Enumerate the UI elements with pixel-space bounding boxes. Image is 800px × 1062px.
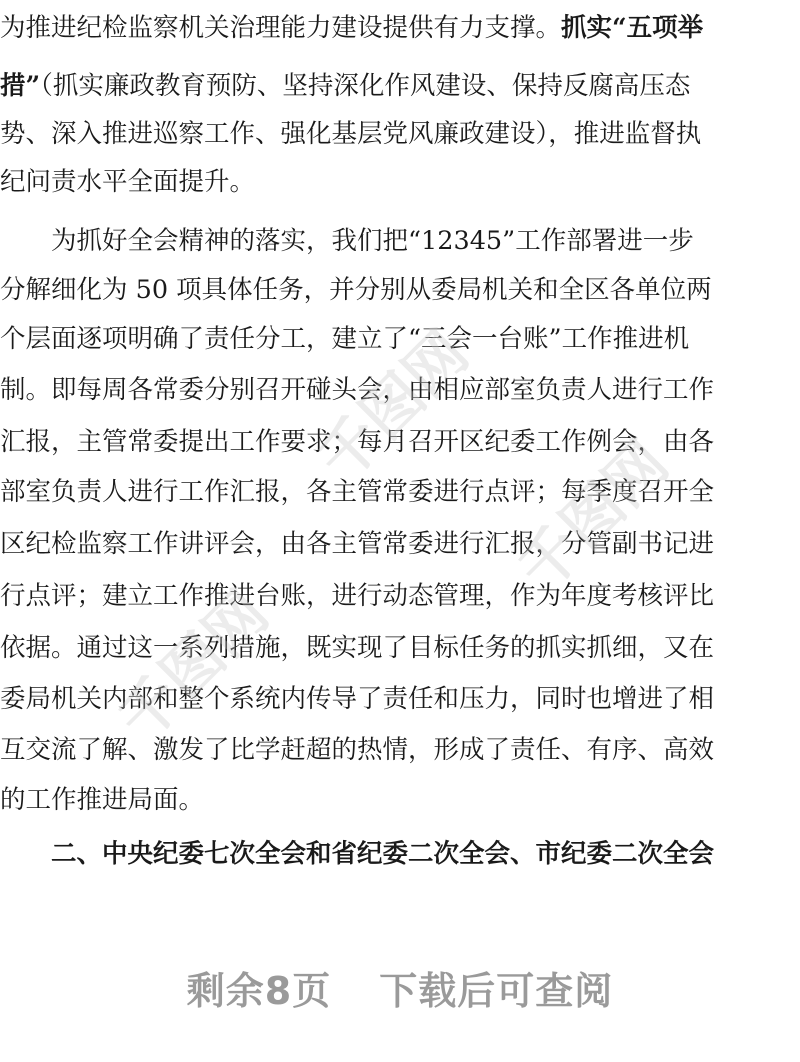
text-line: 汇报，主管常委提出工作要求；每月召开区纪委工作例会，由各 [0, 427, 715, 457]
text-line: 区纪检监察工作讲评会，由各主管常委进行汇报，分管副书记进 [0, 529, 715, 559]
text-line: 部室负责人进行工作汇报，各主管常委进行点评；每季度召开全 [0, 477, 715, 507]
download-hint-label: 下载后可查阅 [379, 968, 614, 1013]
download-banner[interactable] [0, 952, 800, 1022]
text-line: 措”（抓实廉政教育预防、坚持深化作风建设、保持反腐高压态 [0, 71, 691, 101]
text-line: 为推进纪检监察机关治理能力建设提供有力支撑。抓实“五项举 [0, 13, 704, 43]
text-line: 个层面逐项明确了责任分工，建立了“三会一台账”工作推进机 [0, 324, 690, 354]
text-line: 制。即每周各常委分别召开碰头会，由相应部室负责人进行工作 [0, 375, 715, 405]
text-line: 行点评；建立工作推进台账，进行动态管理，作为年度考核评比 [0, 581, 715, 611]
text-line: 依据。通过这一系列措施，既实现了目标任务的抓实抓细，又在 [0, 633, 715, 663]
text-line: 势、深入推进巡察工作、强化基层党风廉政建设），推进监督执 [0, 119, 702, 149]
text-line: 的工作推进局面。 [0, 785, 205, 815]
watermark-logo: 千图网 [505, 428, 682, 605]
watermark-logo: 千图网 [105, 578, 282, 755]
text-line: 委局机关内部和整个系统内传导了责任和压力，同时也增进了相 [0, 684, 715, 714]
text-line: 为抓好全会精神的落实，我们把“12345”工作部署进一步 [0, 226, 694, 256]
text-line: 纪问责水平全面提升。 [0, 167, 256, 197]
section-heading: 二、中央纪委七次全会和省纪委二次全会、市纪委二次全会 [0, 839, 715, 869]
watermark-logo: 千图网 [305, 318, 482, 495]
text-line: 互交流了解、激发了比学赶超的热情，形成了责任、有序、高效 [0, 735, 715, 765]
text-line: 分解细化为 50 项具体任务，并分别从委局机关和全区各单位两 [0, 275, 712, 305]
remaining-pages-label: 剩余8页 [186, 968, 332, 1013]
